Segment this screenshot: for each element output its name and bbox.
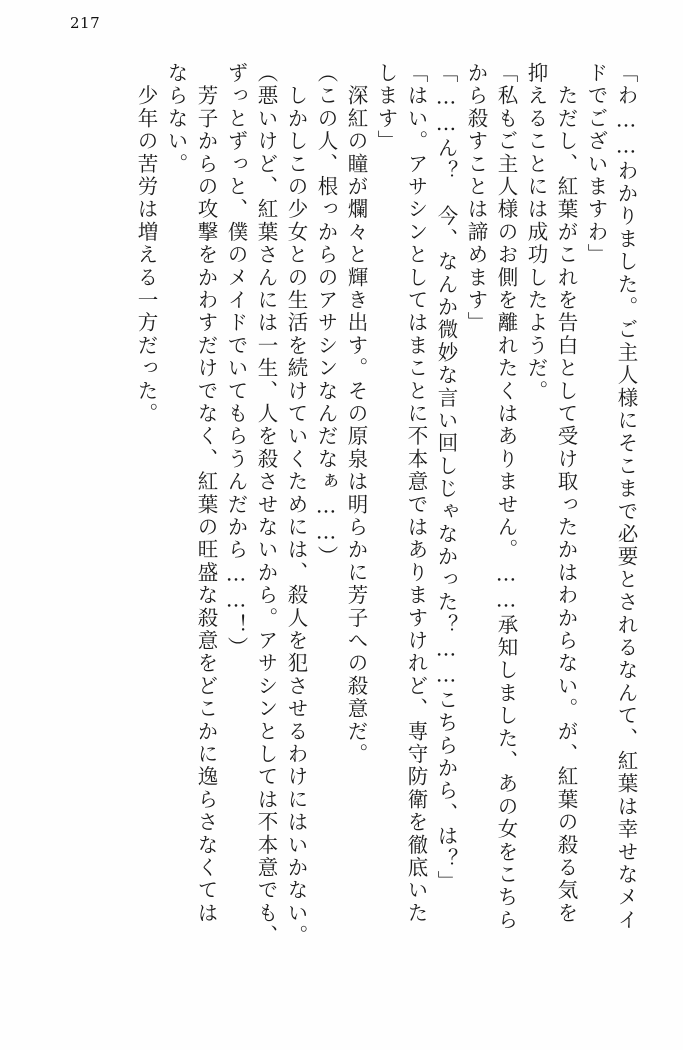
text-line: 「はい。アサシンとしてはまことに不本意ではありますけれど、専守防衛を徹底いた xyxy=(404,62,428,925)
text-line: 「……ん？ 今、なんか微妙な言い回しじゃなかった？……こちらから、は？」 xyxy=(434,62,458,894)
text-line: ならない。 xyxy=(164,62,188,176)
text-line: ただし、紅葉がこれを告白として受け取ったかはわからない。が、紅葉の殺る気を xyxy=(554,62,578,925)
text-line: ずっとずっと、僕のメイドでいてもらうんだから……！） xyxy=(224,62,248,660)
text-line: 「わ……わかりました。ご主人様にそこまで必要とされるなんて、紅葉は幸せなメイ xyxy=(614,62,638,932)
page-number: 217 xyxy=(70,14,101,32)
text-line: 少年の苦労は増える一方だった。 xyxy=(134,62,158,426)
text-line: （悪いけど、紅葉さんには一生、人を殺させないから。アサシンとしては不本意でも、 xyxy=(254,62,278,948)
text-line: 抑えることには成功したようだ。 xyxy=(524,62,548,403)
vertical-text-body xyxy=(40,62,641,1010)
text-line: します」 xyxy=(374,62,398,153)
text-line: 「私もご主人様のお側を離れたくはありません。……承知しました、あの女をこちら xyxy=(494,62,518,932)
text-line: 深紅の瞳が爛々と輝き出す。その原泉は明らかに芳子への殺意だ。 xyxy=(344,62,368,766)
text-line: （この人、根っからのアサシンなんだなぁ……） xyxy=(314,62,338,569)
text-line: 芳子からの攻撃をかわすだけでなく、紅葉の旺盛な殺意をどこかに逸らさなくては xyxy=(194,62,218,925)
text-line: から殺すことは諦めます」 xyxy=(464,62,488,335)
text-line: しかしこの少女との生活を続けていくためには、殺人を犯させるわけにはいかない。 xyxy=(284,62,308,948)
text-line: ドでございますわ」 xyxy=(584,62,608,267)
